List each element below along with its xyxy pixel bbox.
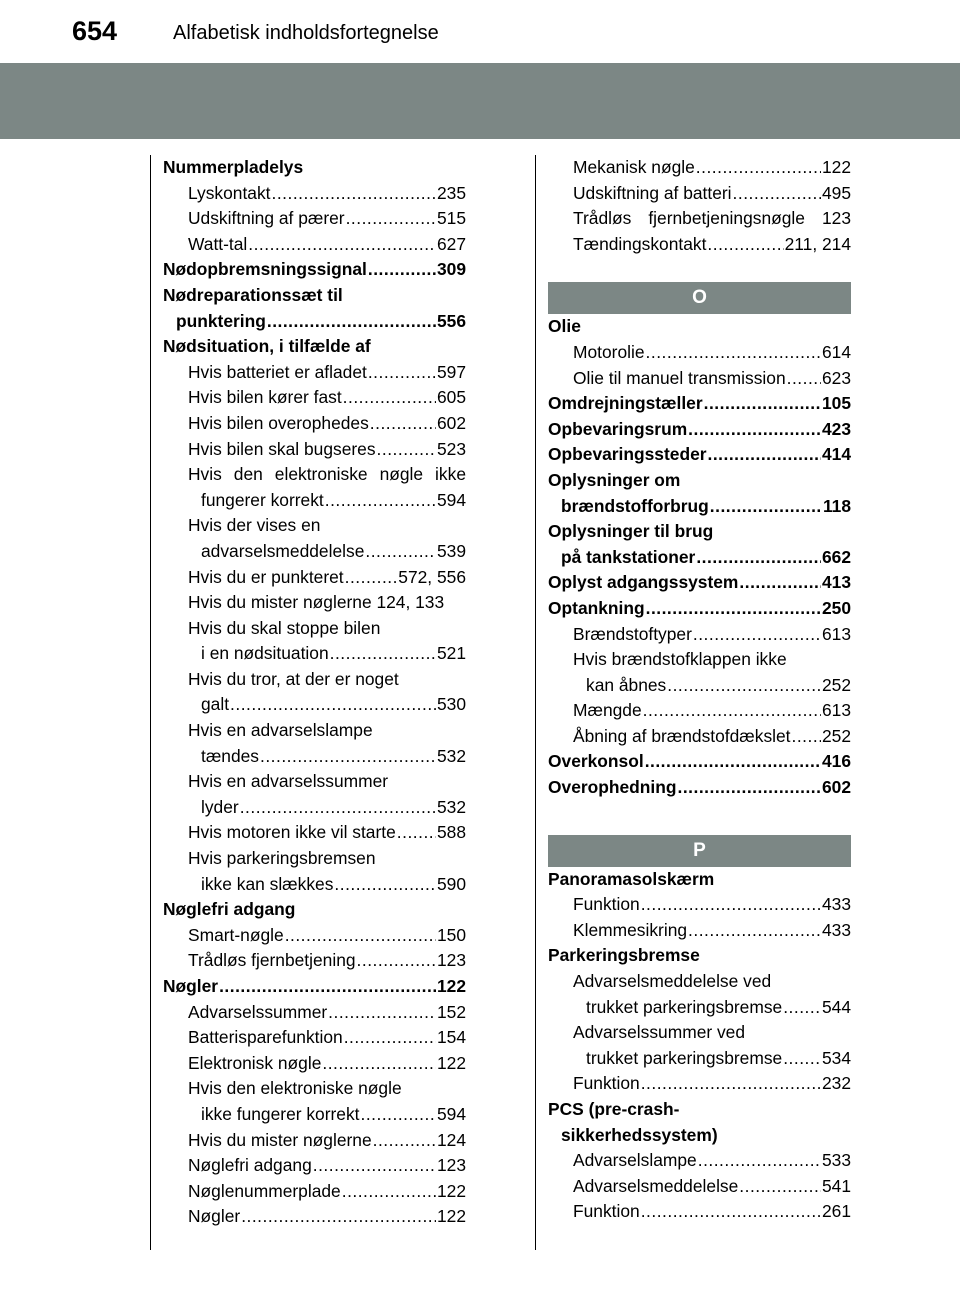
index-entry-hvis-du-er-punkteret bbox=[163, 565, 466, 591]
index-entry-optankning bbox=[548, 596, 851, 622]
entry-term: Hvis bilen kører fast bbox=[188, 387, 342, 408]
entry-term: i en nødsituation bbox=[201, 643, 329, 664]
entry-term: Advarselssummer bbox=[188, 1001, 328, 1022]
dot-leader bbox=[704, 391, 821, 417]
index-entry-i-en-n-dsituation bbox=[163, 641, 466, 667]
dot-leader bbox=[641, 1199, 821, 1225]
entry-term: Motorolie bbox=[573, 341, 645, 362]
index-entry-t-ndingskontakt bbox=[548, 232, 851, 258]
entry-term: advarselsmeddelelse bbox=[201, 540, 365, 561]
entry-term: Advarselslampe bbox=[573, 1150, 697, 1171]
entry-term: Overkonsol bbox=[548, 751, 644, 772]
entry-term: Mekanisk nøgle bbox=[573, 157, 695, 177]
entry-page-ref: 539 bbox=[436, 540, 466, 561]
index-entry-hvis-parkeringsbremsen bbox=[163, 846, 466, 872]
index-entry-tradl-s-fjernbetjening bbox=[163, 948, 466, 974]
entry-page-ref: 122 bbox=[436, 1180, 466, 1201]
entry-term: Smart-nøgle bbox=[188, 924, 284, 945]
entry-page-ref: 123 bbox=[436, 1155, 466, 1176]
entry-term: Åbning af brændstofdækslet bbox=[573, 725, 791, 746]
index-entry-funktion bbox=[548, 892, 851, 918]
entry-term: Hvis en advarselslampe bbox=[188, 720, 373, 741]
dot-leader bbox=[792, 724, 821, 750]
section-spacer bbox=[548, 801, 851, 835]
dot-leader bbox=[707, 232, 783, 258]
entry-term: Funktion bbox=[573, 1201, 640, 1222]
page-number: 654 bbox=[72, 16, 118, 46]
entry-term: Advarselsmeddelelse ved bbox=[573, 971, 772, 992]
dot-leader bbox=[783, 995, 821, 1021]
entry-page-ref: 614 bbox=[821, 341, 851, 362]
dot-leader bbox=[739, 570, 821, 596]
entry-term: Nøgler bbox=[163, 976, 219, 996]
dot-leader bbox=[260, 744, 436, 770]
index-entry-hvis-du-tror-at-der-er-noget bbox=[163, 667, 466, 693]
section-header-p: P bbox=[548, 835, 851, 867]
entry-page-ref: 588 bbox=[436, 822, 466, 843]
entry-term: kan åbnes bbox=[586, 674, 667, 695]
index-entry-parkeringsbremse bbox=[548, 943, 851, 969]
entry-term: Udskiftning af pærer bbox=[188, 208, 345, 229]
entry-page-ref: 530 bbox=[436, 694, 466, 715]
dot-leader bbox=[643, 698, 821, 724]
entry-term: Hvis bilen overophedes bbox=[188, 412, 369, 433]
index-entry-hvis-en-advarselssummer bbox=[163, 769, 466, 795]
entry-term: Mængde bbox=[573, 700, 642, 721]
index-entry-n-gler bbox=[163, 974, 466, 1000]
index-entry-omdrejningst-ller bbox=[548, 391, 851, 417]
entry-term: Hvis bilen skal bugseres bbox=[188, 438, 376, 459]
entry-term: Watt-tal bbox=[188, 233, 248, 254]
entry-term: Hvis du mister nøglerne bbox=[188, 1129, 372, 1150]
index-entry-hvis-der-vises-en bbox=[163, 513, 466, 539]
entry-term: Hvis du er punkteret bbox=[188, 566, 344, 587]
entry-term: galt bbox=[201, 694, 230, 715]
dot-leader bbox=[377, 437, 436, 463]
entry-term: Hvis den elektroniske nøgle bbox=[188, 1078, 402, 1099]
index-entry-lyskontakt bbox=[163, 181, 466, 207]
index-entry-oplysninger-til-brug bbox=[548, 519, 851, 545]
entry-page-ref: 122 bbox=[436, 1206, 466, 1227]
index-entry-m-ngde bbox=[548, 698, 851, 724]
dot-leader bbox=[368, 360, 436, 386]
entry-page-ref: 252 bbox=[821, 674, 851, 695]
index-entry-n-dsituation-i-tilf-lde-af bbox=[163, 334, 466, 360]
entry-term: Nøglefri adgang bbox=[188, 1155, 312, 1176]
dot-leader bbox=[397, 820, 436, 846]
index-entry-overophedning bbox=[548, 775, 851, 801]
index-entry-advarselslampe bbox=[548, 1148, 851, 1174]
entry-page-ref: 124 bbox=[436, 1129, 466, 1150]
index-entry-funktion bbox=[548, 1071, 851, 1097]
index-entry-hvis-du-skal-stoppe-bilen bbox=[163, 616, 466, 642]
entry-page-ref: 123 bbox=[436, 950, 466, 971]
entry-page-ref: 423 bbox=[821, 418, 851, 439]
index-entry-batterisparefunktion bbox=[163, 1025, 466, 1051]
entry-page-ref: 252 bbox=[821, 725, 851, 746]
page-title: Alfabetisk indholdsfortegnelse bbox=[173, 22, 439, 44]
index-entry-elektronisk-n-gle bbox=[163, 1051, 466, 1077]
dot-leader bbox=[361, 1102, 436, 1128]
entry-term: trukket parkeringsbremse bbox=[586, 996, 783, 1017]
dot-leader bbox=[783, 1046, 821, 1072]
entry-term: Overophedning bbox=[548, 777, 677, 798]
dot-leader bbox=[344, 1025, 436, 1051]
entry-page-ref: 122 bbox=[436, 976, 466, 996]
entry-page-ref: 613 bbox=[821, 623, 851, 644]
entry-term: Hvis en advarselssummer bbox=[188, 771, 389, 792]
dot-leader bbox=[328, 1000, 436, 1026]
entry-term: Funktion bbox=[573, 894, 640, 915]
entry-page-ref: 211, 214 bbox=[784, 233, 851, 254]
index-entry-punktering bbox=[163, 309, 466, 335]
dot-leader bbox=[645, 749, 821, 775]
entry-term: sikkerhedssystem) bbox=[561, 1124, 718, 1145]
index-entry-advarselsmeddelelse bbox=[163, 539, 466, 565]
entry-page-ref: 532 bbox=[436, 796, 466, 817]
dot-leader bbox=[693, 622, 821, 648]
entry-page-ref: 413 bbox=[821, 572, 851, 593]
column-rule-left bbox=[150, 155, 151, 1250]
entry-page-ref: 433 bbox=[821, 894, 851, 915]
entry-term: Oplysninger til brug bbox=[548, 521, 714, 542]
dot-leader bbox=[346, 206, 436, 232]
entry-term: Olie til manuel transmission bbox=[573, 367, 786, 388]
dot-leader bbox=[787, 366, 821, 392]
dot-leader bbox=[370, 411, 436, 437]
entry-term: Nødsituation, i tilfælde af bbox=[163, 336, 371, 357]
section-spacer bbox=[548, 257, 851, 282]
entry-term: brændstofforbrug bbox=[561, 495, 709, 516]
entry-term: Trådløs fjernbetjening bbox=[188, 950, 356, 971]
entry-term: Oplyst adgangssystem bbox=[548, 572, 739, 593]
dot-leader bbox=[342, 1179, 436, 1205]
entry-page-ref: 605 bbox=[436, 387, 466, 408]
index-entry-hvis-motoren-ikke-vil-starte bbox=[163, 820, 466, 846]
entry-term: Nøglenummerplade bbox=[188, 1180, 341, 1201]
entry-page-ref: 515 bbox=[436, 208, 466, 229]
entry-term: Advarselssummer ved bbox=[573, 1022, 746, 1043]
entry-term: Panoramasolskærm bbox=[548, 868, 715, 889]
entry-page-ref: 495 bbox=[821, 182, 851, 203]
entry-term: Parkeringsbremse bbox=[548, 945, 700, 966]
dot-leader bbox=[240, 795, 436, 821]
index-entry-olie-til-manuel-transmission bbox=[548, 366, 851, 392]
index-entry-ikke-fungerer-korrekt bbox=[163, 1102, 466, 1128]
column-rule-middle bbox=[535, 155, 536, 1250]
entry-term: punktering bbox=[176, 310, 266, 331]
index-entry-advarselsmeddelelse bbox=[548, 1174, 851, 1200]
entry-term: Klemmesikring bbox=[573, 919, 688, 940]
index-entry-n-glenummerplade bbox=[163, 1179, 466, 1205]
index-entry-hvis-bilen-overophedes bbox=[163, 411, 466, 437]
index-entry-hvis-den-elektroniske-n-gle bbox=[163, 1076, 466, 1102]
dot-leader bbox=[641, 1071, 821, 1097]
index-entry-nummerpladelys bbox=[163, 155, 466, 181]
entry-page-ref: 602 bbox=[821, 777, 851, 798]
entry-term: Omdrejningstæller bbox=[548, 393, 703, 414]
dot-leader bbox=[267, 309, 436, 335]
entry-page-ref: 521 bbox=[436, 643, 466, 664]
entry-page-ref: 594 bbox=[436, 1103, 466, 1124]
entry-term: Elektronisk nøgle bbox=[188, 1052, 322, 1073]
index-entry-n-glefri-adgang bbox=[163, 897, 466, 923]
entry-page-ref: 122 bbox=[436, 1052, 466, 1073]
dot-leader bbox=[248, 232, 436, 258]
index-entry-n-gler bbox=[163, 1204, 466, 1230]
entry-page-ref: 523 bbox=[436, 438, 466, 459]
entry-page-ref: 105 bbox=[821, 393, 851, 414]
entry-term: Opbevaringsrum bbox=[548, 418, 688, 439]
entry-term: Nøglefri adgang bbox=[163, 899, 296, 920]
index-entry-funktion bbox=[548, 1199, 851, 1225]
entry-term: Hvis der vises en bbox=[188, 515, 321, 536]
entry-page-ref: 150 bbox=[436, 924, 466, 945]
entry-page-ref: 414 bbox=[821, 444, 851, 465]
entry-page-ref: 416 bbox=[821, 751, 851, 772]
entry-term: Nødopbremsningssignal bbox=[163, 259, 367, 280]
entry-term: Hvis du tror, at der er noget bbox=[188, 668, 399, 689]
dot-leader bbox=[698, 1148, 821, 1174]
index-entry-hvis-br-ndstofklappen-ikke bbox=[548, 647, 851, 673]
entry-term: Batterisparefunktion bbox=[188, 1027, 343, 1048]
index-entry-hvis-du-mister-n-glerne-124-133 bbox=[163, 590, 466, 616]
entry-term: Trådløs fjernbetjeningsnøgle 123 bbox=[573, 208, 851, 229]
index-entry-klemmesikring bbox=[548, 918, 851, 944]
index-column-right bbox=[548, 155, 851, 1225]
entry-term: Hvis du mister nøglerne 124, 133 bbox=[188, 592, 445, 613]
index-entry-sikkerhedssystem bbox=[548, 1123, 851, 1149]
entry-page-ref: 602 bbox=[436, 412, 466, 433]
index-entry-n-dreparationss-t-til bbox=[163, 283, 466, 309]
dot-leader bbox=[272, 181, 436, 207]
header-band bbox=[0, 63, 960, 139]
entry-page-ref: 250 bbox=[821, 597, 851, 618]
entry-term: Oplysninger om bbox=[548, 469, 681, 490]
index-entry-br-ndstoftyper bbox=[548, 622, 851, 648]
index-entry-opbevaringssteder bbox=[548, 442, 851, 468]
dot-leader bbox=[667, 673, 821, 699]
dot-leader bbox=[710, 494, 822, 520]
index-entry-smart-n-gle bbox=[163, 923, 466, 949]
entry-term: ikke kan slækkes bbox=[201, 873, 334, 894]
entry-page-ref: 532 bbox=[436, 745, 466, 766]
entry-term: Hvis den elektroniske nøgle ikke bbox=[188, 464, 466, 485]
index-entry-hvis-bilen-k-rer-fast bbox=[163, 385, 466, 411]
index-column-left bbox=[163, 155, 466, 1230]
entry-term: Nummerpladelys bbox=[163, 157, 304, 177]
entry-term: Hvis du skal stoppe bilen bbox=[188, 617, 381, 638]
index-entry-opbevaringsrum bbox=[548, 417, 851, 443]
dot-leader bbox=[325, 488, 436, 514]
entry-term: Brændstoftyper bbox=[573, 623, 692, 644]
dot-leader bbox=[345, 565, 398, 591]
index-entry-br-ndstofforbrug bbox=[548, 494, 851, 520]
entry-page-ref: 623 bbox=[821, 367, 851, 388]
index-entry-watt-tal bbox=[163, 232, 466, 258]
entry-page-ref: 594 bbox=[436, 489, 466, 510]
entry-term: fungerer korrekt bbox=[201, 489, 324, 510]
dot-leader bbox=[334, 872, 436, 898]
index-entry-t-ndes bbox=[163, 744, 466, 770]
entry-page-ref: 627 bbox=[436, 233, 466, 254]
entry-term: Optankning bbox=[548, 597, 645, 618]
dot-leader bbox=[678, 775, 821, 801]
dot-leader bbox=[241, 1204, 436, 1230]
entry-term: Hvis motoren ikke vil starte bbox=[188, 822, 396, 843]
index-entry-pa-tankstationer bbox=[548, 545, 851, 571]
dot-leader bbox=[285, 923, 436, 949]
dot-leader bbox=[688, 417, 821, 443]
dot-leader bbox=[330, 641, 436, 667]
dot-leader bbox=[343, 385, 436, 411]
entry-term: Hvis brændstofklappen ikke bbox=[573, 649, 787, 670]
index-entry-fungerer-korrekt bbox=[163, 488, 466, 514]
entry-page-ref: 534 bbox=[821, 1047, 851, 1068]
dot-leader bbox=[646, 340, 821, 366]
index-entry-galt bbox=[163, 692, 466, 718]
entry-term: Funktion bbox=[573, 1073, 640, 1094]
index-entry-lyder bbox=[163, 795, 466, 821]
index-entry-overkonsol bbox=[548, 749, 851, 775]
index-entry-advarselssummer-ved bbox=[548, 1020, 851, 1046]
entry-term: tændes bbox=[201, 745, 260, 766]
index-entry-hvis-en-advarselslampe bbox=[163, 718, 466, 744]
index-entry-advarselssummer bbox=[163, 1000, 466, 1026]
entry-page-ref: 152 bbox=[436, 1001, 466, 1022]
index-entry-hvis-batteriet-er-afladet bbox=[163, 360, 466, 386]
entry-term: Udskiftning af batteri bbox=[573, 182, 732, 203]
entry-page-ref: 232 bbox=[821, 1073, 851, 1094]
section-header-o: O bbox=[548, 282, 851, 314]
entry-page-ref: 613 bbox=[821, 700, 851, 721]
entry-page-ref: 118 bbox=[822, 495, 851, 516]
entry-page-ref: 235 bbox=[436, 182, 466, 203]
dot-leader bbox=[708, 442, 821, 468]
index-entry-pcs-pre-crash bbox=[548, 1097, 851, 1123]
dot-leader bbox=[357, 948, 436, 974]
entry-term: ikke fungerer korrekt bbox=[201, 1103, 360, 1124]
index-entry-hvis-den-elektroniske-n-gle-ikke bbox=[163, 462, 466, 488]
index-entry-hvis-bilen-skal-bugseres bbox=[163, 437, 466, 463]
dot-leader bbox=[696, 545, 821, 571]
entry-page-ref: 590 bbox=[436, 873, 466, 894]
dot-leader bbox=[373, 1128, 436, 1154]
entry-page-ref: 597 bbox=[436, 361, 466, 382]
dot-leader bbox=[368, 257, 436, 283]
index-entry-udskiftning-af-p-rer bbox=[163, 206, 466, 232]
entry-term: trukket parkeringsbremse bbox=[586, 1047, 783, 1068]
dot-leader bbox=[696, 155, 821, 181]
entry-term: på tankstationer bbox=[561, 546, 696, 567]
dot-leader bbox=[641, 892, 821, 918]
entry-term: Hvis batteriet er afladet bbox=[188, 361, 367, 382]
index-entry-trukket-parkeringsbremse bbox=[548, 1046, 851, 1072]
entry-term: Nødreparationssæt til bbox=[163, 284, 343, 305]
index-entry-mekanisk-n-gle bbox=[548, 155, 851, 181]
dot-leader bbox=[322, 1051, 436, 1077]
index-entry-kan-abnes bbox=[548, 673, 851, 699]
index-entry-olie bbox=[548, 314, 851, 340]
entry-term: Lyskontakt bbox=[188, 182, 271, 203]
dot-leader bbox=[313, 1153, 436, 1179]
entry-term: Nøgler bbox=[188, 1206, 241, 1227]
entry-page-ref: 541 bbox=[821, 1175, 851, 1196]
dot-leader bbox=[365, 539, 436, 565]
entry-term: PCS (pre-crash- bbox=[548, 1099, 680, 1119]
index-entry-oplysninger-om bbox=[548, 468, 851, 494]
entry-page-ref: 261 bbox=[821, 1201, 851, 1222]
dot-leader bbox=[219, 974, 436, 1000]
entry-page-ref: 544 bbox=[821, 996, 851, 1017]
index-entry-n-dopbremsningssignal bbox=[163, 257, 466, 283]
entry-page-ref: 533 bbox=[821, 1150, 851, 1171]
index-entry-abning-af-br-ndstofd-kslet bbox=[548, 724, 851, 750]
index-entry-n-glefri-adgang bbox=[163, 1153, 466, 1179]
entry-term: Hvis parkeringsbremsen bbox=[188, 848, 376, 869]
index-entry-oplyst-adgangssystem bbox=[548, 570, 851, 596]
index-entry-advarselsmeddelelse-ved bbox=[548, 969, 851, 995]
entry-page-ref: 556 bbox=[436, 310, 466, 331]
entry-page-ref: 122 bbox=[821, 157, 851, 177]
entry-term: Opbevaringssteder bbox=[548, 444, 707, 465]
index-entry-udskiftning-af-batteri bbox=[548, 181, 851, 207]
index-entry-motorolie bbox=[548, 340, 851, 366]
dot-leader bbox=[688, 918, 821, 944]
entry-page-ref: 154 bbox=[436, 1027, 466, 1048]
entry-page-ref: 662 bbox=[821, 546, 851, 567]
entry-term: Advarselsmeddelelse bbox=[573, 1175, 739, 1196]
entry-page-ref: 309 bbox=[436, 259, 466, 280]
entry-page-ref: 433 bbox=[821, 919, 851, 940]
index-entry-trukket-parkeringsbremse bbox=[548, 995, 851, 1021]
index-entry-panoramasolsk-rm bbox=[548, 867, 851, 893]
dot-leader bbox=[733, 181, 821, 207]
index-entry-tradl-s-fjernbetjeningsn-gle-123 bbox=[548, 206, 851, 232]
index-entry-ikke-kan-sl-kkes bbox=[163, 872, 466, 898]
entry-term: Olie bbox=[548, 316, 581, 337]
dot-leader bbox=[646, 596, 821, 622]
dot-leader bbox=[230, 692, 436, 718]
dot-leader bbox=[739, 1174, 821, 1200]
entry-page-ref: 572, 556 bbox=[398, 566, 466, 587]
index-entry-hvis-du-mister-n-glerne bbox=[163, 1128, 466, 1154]
entry-term: Tændingskontakt bbox=[573, 233, 707, 254]
entry-term: lyder bbox=[201, 796, 239, 817]
